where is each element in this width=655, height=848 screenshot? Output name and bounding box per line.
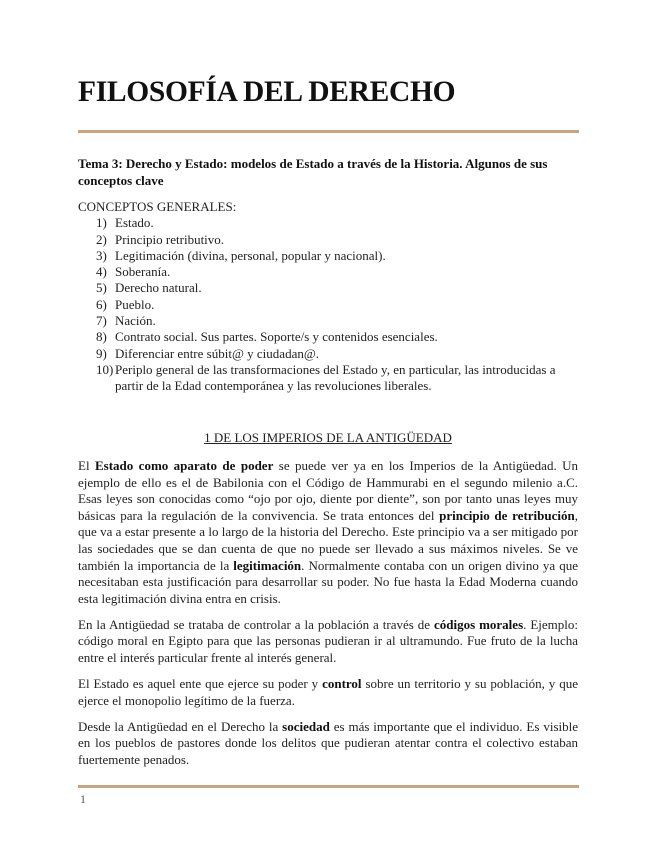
concept-item xyxy=(78,232,578,248)
concept-text: Contrato social. Sus partes. Soporte/s y contenidos esenciales. xyxy=(115,329,438,345)
text-run: es más importante que el individuo. Es visible en los pueblos de pastores donde los delitos que pudieran atentar contra el colectivo estaban fuertemente penados. xyxy=(78,718,578,767)
concept-item xyxy=(78,215,578,231)
text-run: Desde la Antigüedad en el Derecho la xyxy=(78,718,283,734)
bold-term: control xyxy=(322,676,362,692)
text-run: En la Antigüedad se trataba de controlar a la población a través de xyxy=(78,616,434,632)
paragraph xyxy=(78,458,578,607)
concept-number: 6) xyxy=(96,296,107,312)
concepts-section xyxy=(78,199,578,395)
page-number: 1 xyxy=(80,792,86,806)
text-run: El Estado es aquel ente que ejerce su poder y xyxy=(78,676,323,692)
concept-item xyxy=(78,313,578,329)
bold-term: Estado como aparato de poder xyxy=(94,458,274,473)
text-run: sobre un territorio y su población, y que ejerce el monopolio legítimo de la fuerza. xyxy=(78,676,578,708)
concept-text: Estado. xyxy=(115,215,154,231)
concept-item xyxy=(78,329,578,345)
paragraph xyxy=(78,617,578,667)
concept-item xyxy=(78,362,578,395)
document-title: FILOSOFÍA DEL DERECHO xyxy=(78,76,456,108)
concept-item xyxy=(78,248,578,264)
concepts-list xyxy=(78,215,578,394)
bold-term: sociedad xyxy=(282,718,330,734)
topic-subtitle: Tema 3: Derecho y Estado: modelos de Estado a través de la Historia. Algunos de sus conceptos clave xyxy=(78,156,548,188)
concept-text: Legitimación (divina, personal, popular y nacional). xyxy=(115,247,386,263)
title-divider xyxy=(78,130,579,133)
concept-item xyxy=(78,264,578,280)
bold-term: legitimación xyxy=(233,557,302,573)
concept-text: Principio retributivo. xyxy=(115,231,225,247)
concept-text: Nación. xyxy=(115,313,156,329)
concept-text: Derecho natural. xyxy=(115,280,202,296)
concept-number: 1) xyxy=(96,215,107,231)
concept-number: 7) xyxy=(96,313,107,329)
text-run: . Ejemplo: código moral en Egipto para que las personas pudieran ir al ultramundo. Fue fruto de la lucha entre el interés particular frente al interés general. xyxy=(78,616,578,666)
text-run: . Normalmente contaba con un origen divino ya que necesitaban esta justificación para desarrollar su poder. No fue hasta la Edad Moderna cuando esta legitimación divina entra en crisis. xyxy=(78,557,578,606)
concept-text: Soberanía. xyxy=(115,264,171,280)
concept-text: Pueblo. xyxy=(115,296,155,312)
text-run: se puede ver ya en los Imperios de la Antigüedad. Un ejemplo de ello es el de Babilonia con el Código de Hammurabi en el segundo milenio a.C. Esas leyes son conocidas como “ojo por ojo, diente por diente”, son por tanto unas leyes muy básicas para la regulación de la convivencia. Se trata entonces del xyxy=(78,458,578,523)
concept-number: 3) xyxy=(96,247,107,263)
paragraph xyxy=(78,719,578,769)
concept-number: 8) xyxy=(96,329,107,345)
concept-item xyxy=(78,346,578,362)
footer-divider xyxy=(78,785,579,788)
concept-number: 10) xyxy=(96,361,114,377)
concept-text: Diferenciar entre súbit@ y ciudadan@. xyxy=(115,345,320,361)
concept-item xyxy=(78,297,578,313)
section-heading: 1 DE LOS IMPERIOS DE LA ANTIGÜEDAD xyxy=(204,430,452,445)
concepts-heading: CONCEPTOS GENERALES: xyxy=(78,199,237,214)
bold-term: principio de retribución xyxy=(439,507,575,523)
paragraph xyxy=(78,676,578,709)
body-text xyxy=(78,458,578,778)
concept-number: 2) xyxy=(96,231,107,247)
concept-number: 5) xyxy=(96,280,107,296)
bold-term: códigos morales xyxy=(433,616,524,632)
concept-text: Periplo general de las transformaciones del Estado y, en particular, las introducidas a partir de la Edad contemporánea y las revoluciones liberales. xyxy=(115,361,556,394)
text-run: , que va a estar presente a lo largo de la historia del Derecho. Este principio va a ser mitigado por las sociedades que se dan cuenta de que no puede ser llevado a sus máximos niveles. Se ve también la importancia de la xyxy=(78,507,578,573)
concept-number: 9) xyxy=(96,345,107,361)
text-run: El xyxy=(78,458,95,473)
concept-item xyxy=(78,280,578,296)
concept-number: 4) xyxy=(96,264,107,280)
